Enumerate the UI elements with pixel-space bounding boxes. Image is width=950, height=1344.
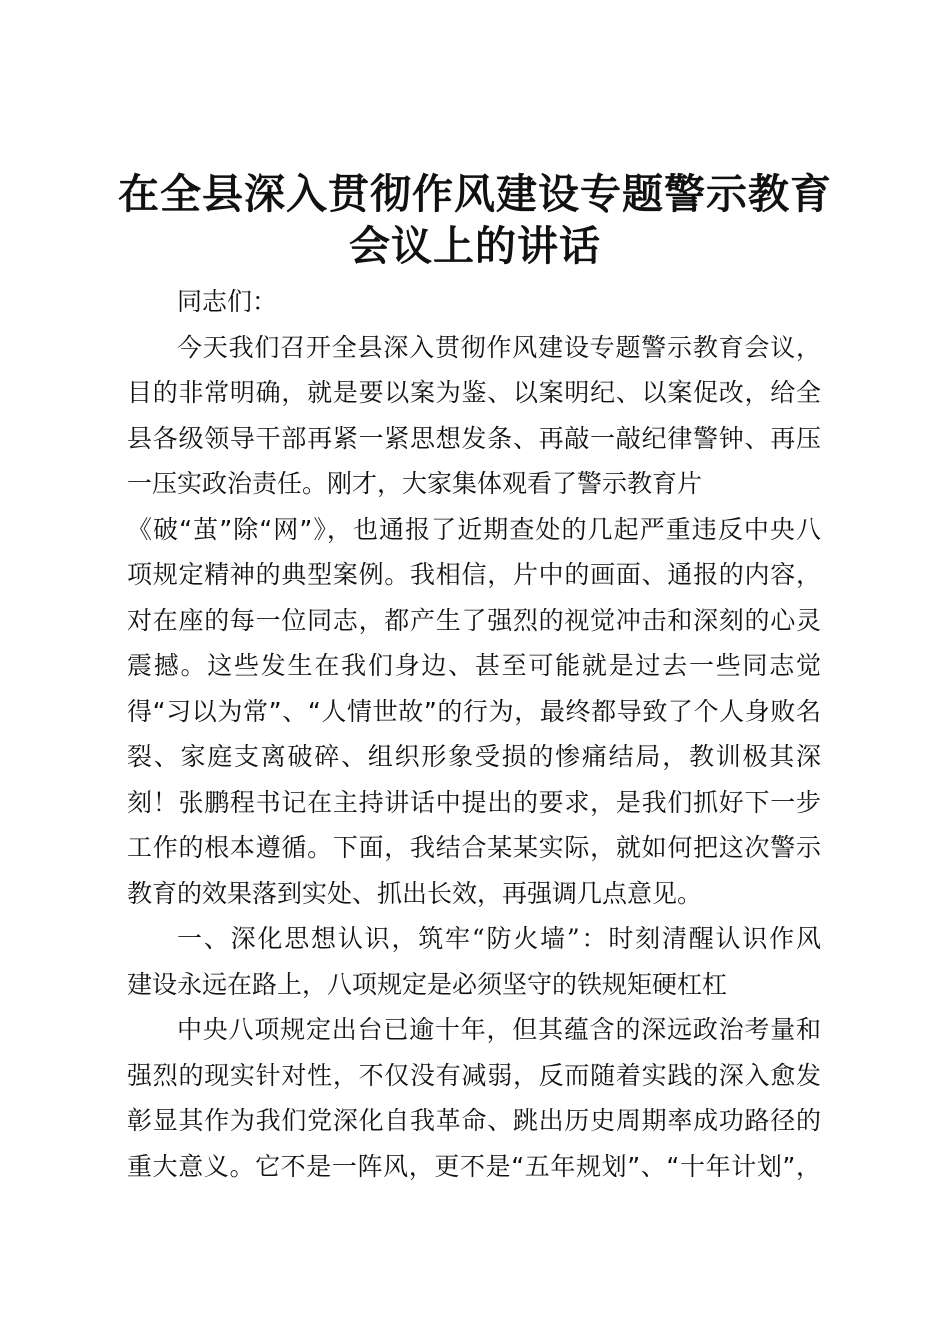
paragraph-line: 《破“茧”除“网”》，也通报了近期查处的几起严重违反中央八: [127, 514, 821, 544]
title-line-2: 会议上的讲话: [349, 222, 601, 270]
paragraph-line: 项规定精神的典型案例。我相信，片中的画面、通报的内容，: [127, 560, 821, 589]
paragraph-2: [127, 1007, 821, 1189]
paragraph-line: 工作的根本遵循。下面，我结合某某实际，就如何把这次警示: [127, 833, 821, 862]
paragraph-line: 得“习以为常”、“人情世故”的行为，最终都导致了个人身败名: [127, 696, 821, 726]
paragraph-line: 震撼。这些发生在我们身边、甚至可能就是过去一些同志觉: [127, 651, 821, 680]
document-title: [100, 168, 850, 272]
paragraph-line: 重大意义。它不是一阵风，更不是“五年规划”、“十年计划”，: [127, 1151, 821, 1181]
title-line-1: 在全县深入贯彻作风建设专题警示教育: [118, 170, 832, 218]
heading-line: 建设永远在路上，八项规定是必须坚守的铁规矩硬杠杠: [127, 969, 728, 999]
heading-line: 一、深化思想认识，筑牢“防火墙”：时刻清醒认识作风: [177, 924, 821, 953]
paragraph-line: 目的非常明确，就是要以案为鉴、以案明纪、以案促改，给全: [127, 378, 821, 407]
paragraph-line: 对在座的每一位同志，都产生了强烈的视觉冲击和深刻的心灵: [127, 605, 821, 635]
paragraph-line: 县各级领导干部再紧一紧思想发条、再敲一敲纪律警钟、再压: [127, 423, 821, 453]
paragraph-line: 裂、家庭支离破碎、组织形象受损的惨痛结局，教训极其深: [127, 742, 821, 771]
paragraph-line: 今天我们召开全县深入贯彻作风建设专题警示教育会议，: [177, 332, 821, 362]
paragraph-line: 教育的效果落到实处、抓出长效，再强调几点意见。: [127, 878, 703, 908]
paragraph-line: 中央八项规定出台已逾十年，但其蕴含的深远政治考量和: [177, 1015, 821, 1044]
paragraph-line: 刻！张鹏程书记在主持讲话中提出的要求，是我们抓好下一步: [127, 787, 821, 817]
document-body: [127, 279, 821, 1189]
paragraph-line: 彰显其作为我们党深化自我革命、跳出历史周期率成功路径的: [127, 1106, 821, 1135]
paragraph-line: 一压实政治责任。刚才，大家集体观看了警示教育片: [127, 469, 703, 498]
section-1-heading: [127, 916, 821, 1007]
paragraph-1: [127, 325, 821, 917]
paragraph-line: 强烈的现实针对性，不仅没有减弱，反而随着实践的深入愈发: [127, 1060, 821, 1090]
salutation: 同志们：: [177, 287, 278, 316]
